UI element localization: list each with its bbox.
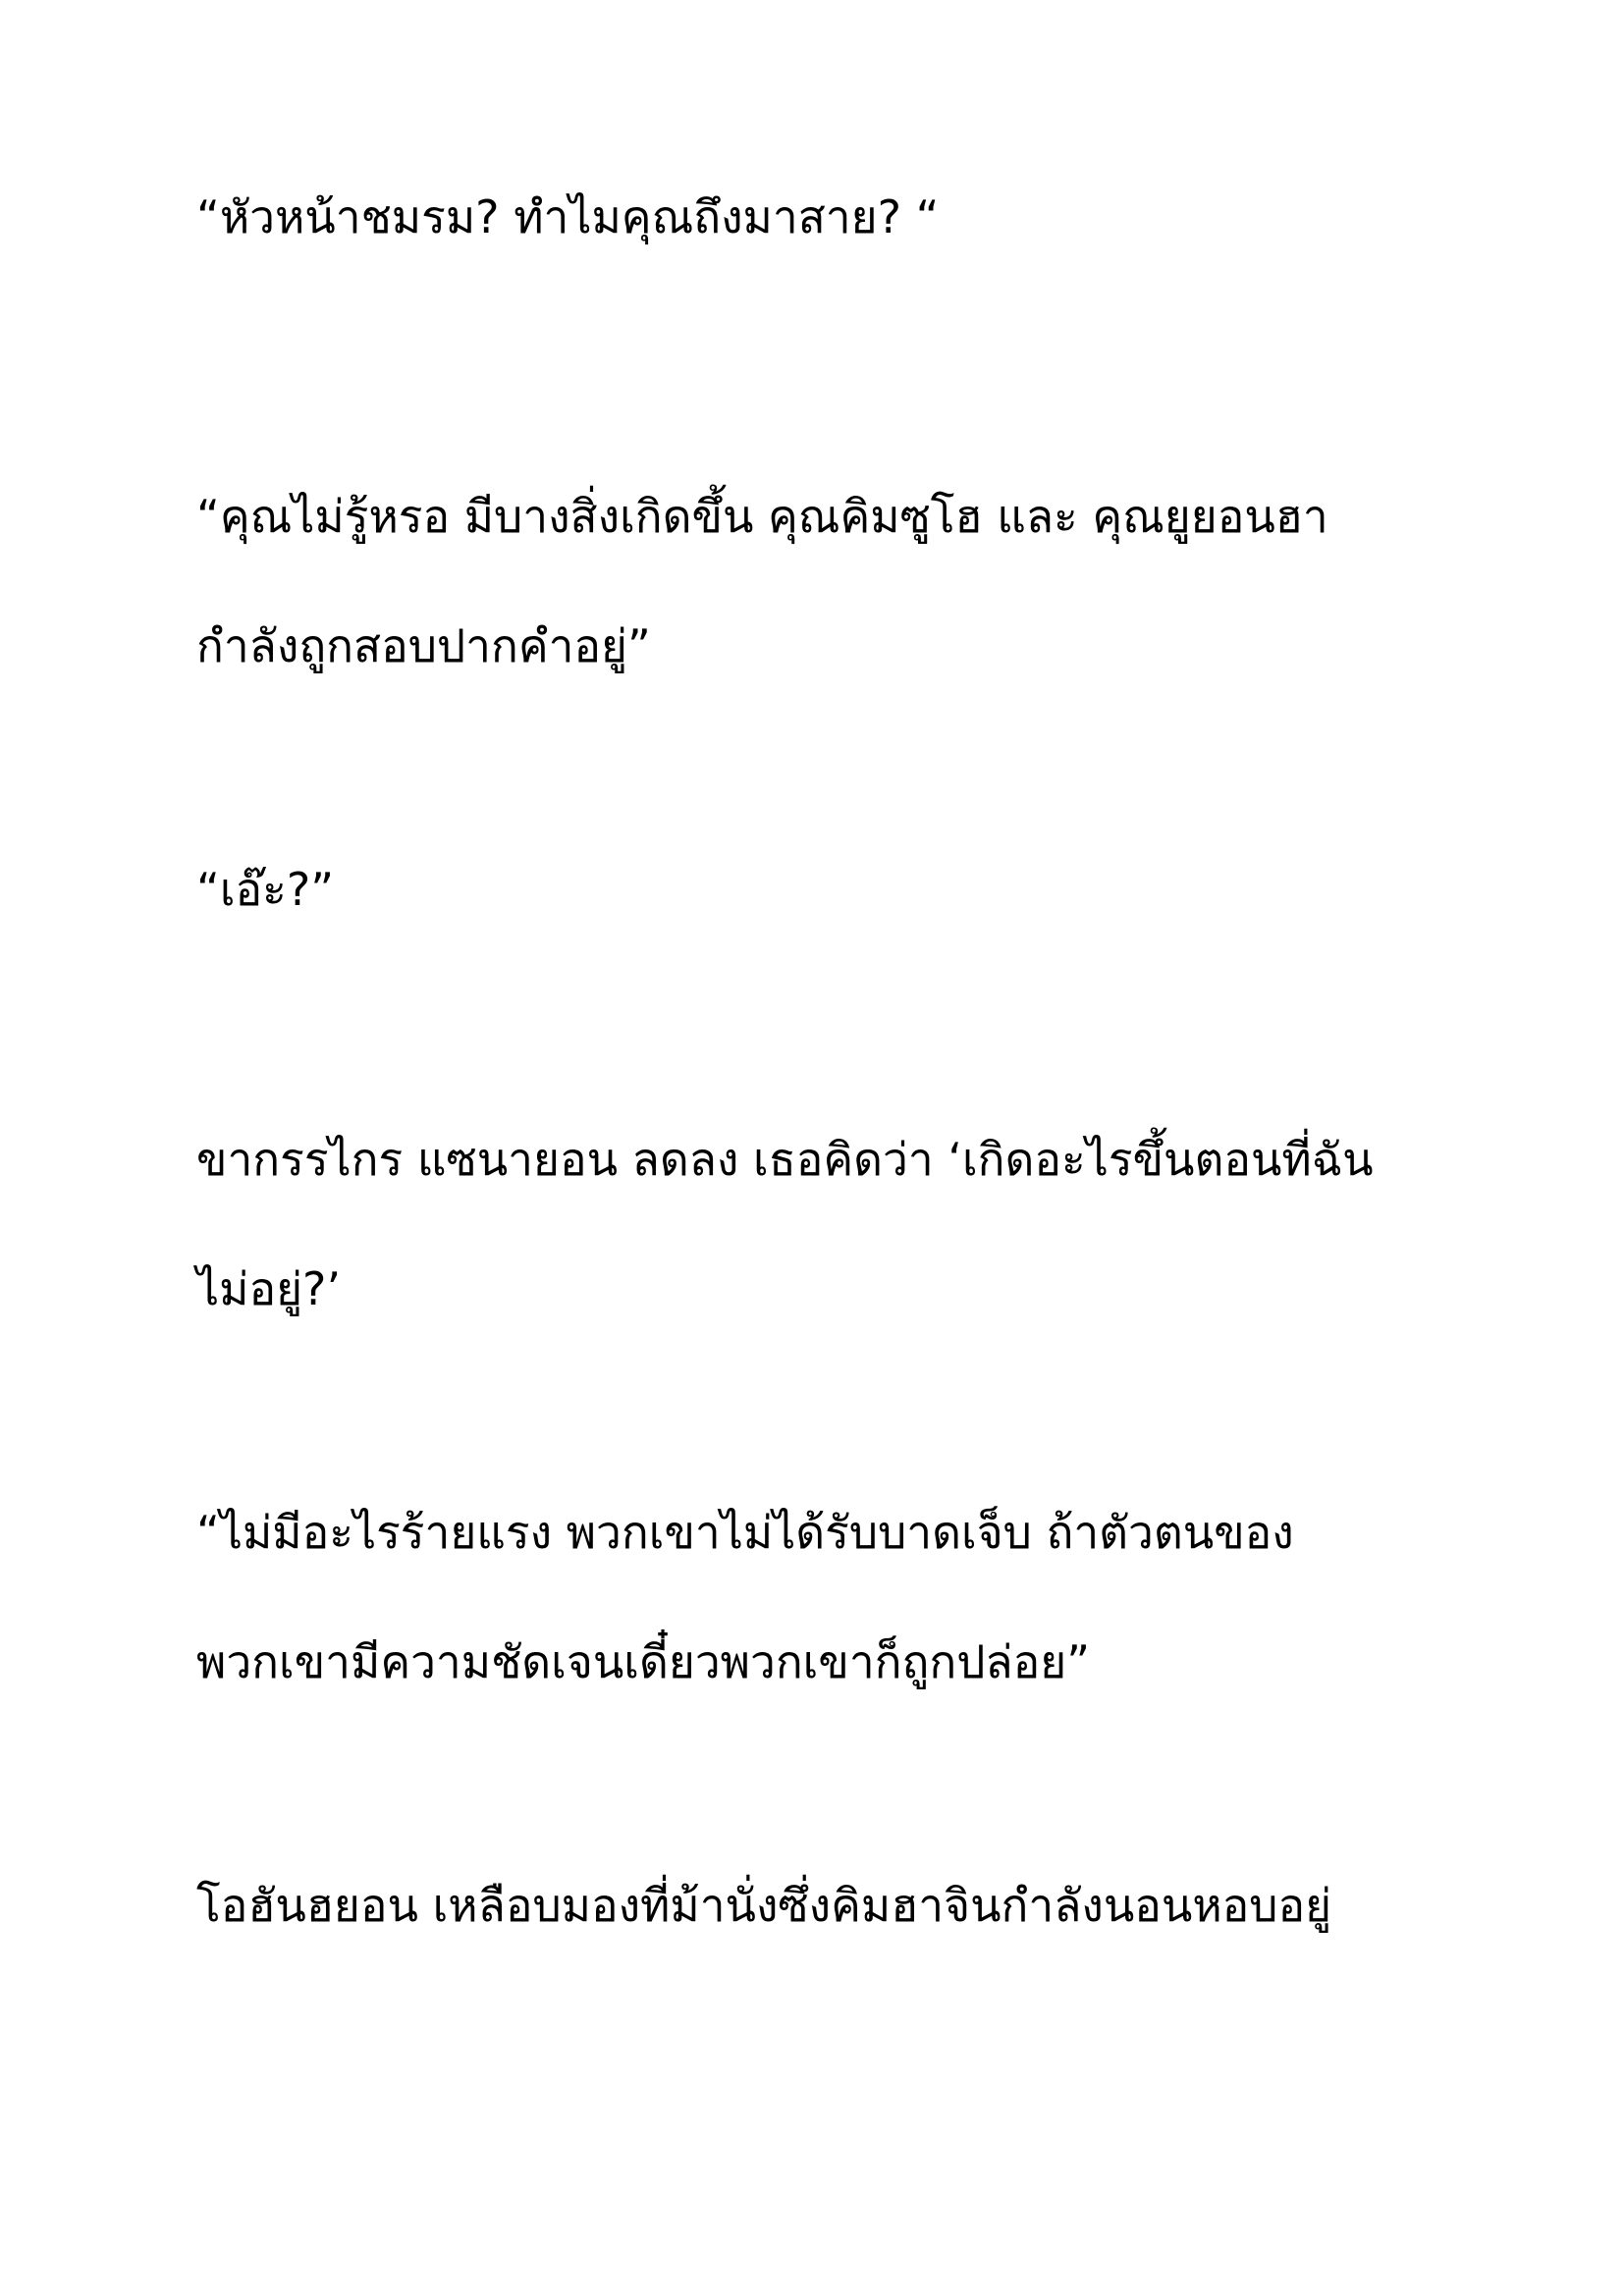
paragraph-1 [196,152,1473,282]
paragraph-line: “คุณไม่รู้หรอ มีบางสิ่งเกิดขึ้น คุณคิมซูโฮ และ คุณยูยอนฮา [196,490,1328,543]
paragraph-4 [196,1095,1473,1354]
paragraph-line: “หัวหน้าชมรม? ทำไมคุณถึงมาสาย? “ [196,190,940,243]
paragraph-2 [196,452,1473,711]
paragraph-line: โอฮันฮยอน เหลือบมองที่ม้านั่งซึ่งคิมฮาจินกำลังนอนหอบอยู่ [196,1879,1332,1932]
paragraph-6 [196,1841,1473,1970]
paragraph-5 [196,1468,1473,1727]
paragraph-line: “เอ๊ะ?” [196,863,335,916]
paragraph-line: “ไม่มีอะไรร้ายแรง พวกเขาไม่ได้รับบาดเจ็บ ถ้าตัวตนของ [196,1506,1294,1559]
paragraph-line: ขากรรไกร แซนายอน ลดลง เธอคิดว่า ‘เกิดอะไรขึ้นตอนที่ฉัน [196,1133,1374,1186]
paragraph-line: พวกเขามีความชัดเจนเดี๋ยวพวกเขาก็ถูกปล่อย” [196,1635,1091,1688]
paragraph-3 [196,825,1473,954]
paragraph-line: กำลังถูกสอบปากคำอยู่” [196,619,651,672]
paragraph-line: ไม่อยู่?’ [196,1262,342,1315]
